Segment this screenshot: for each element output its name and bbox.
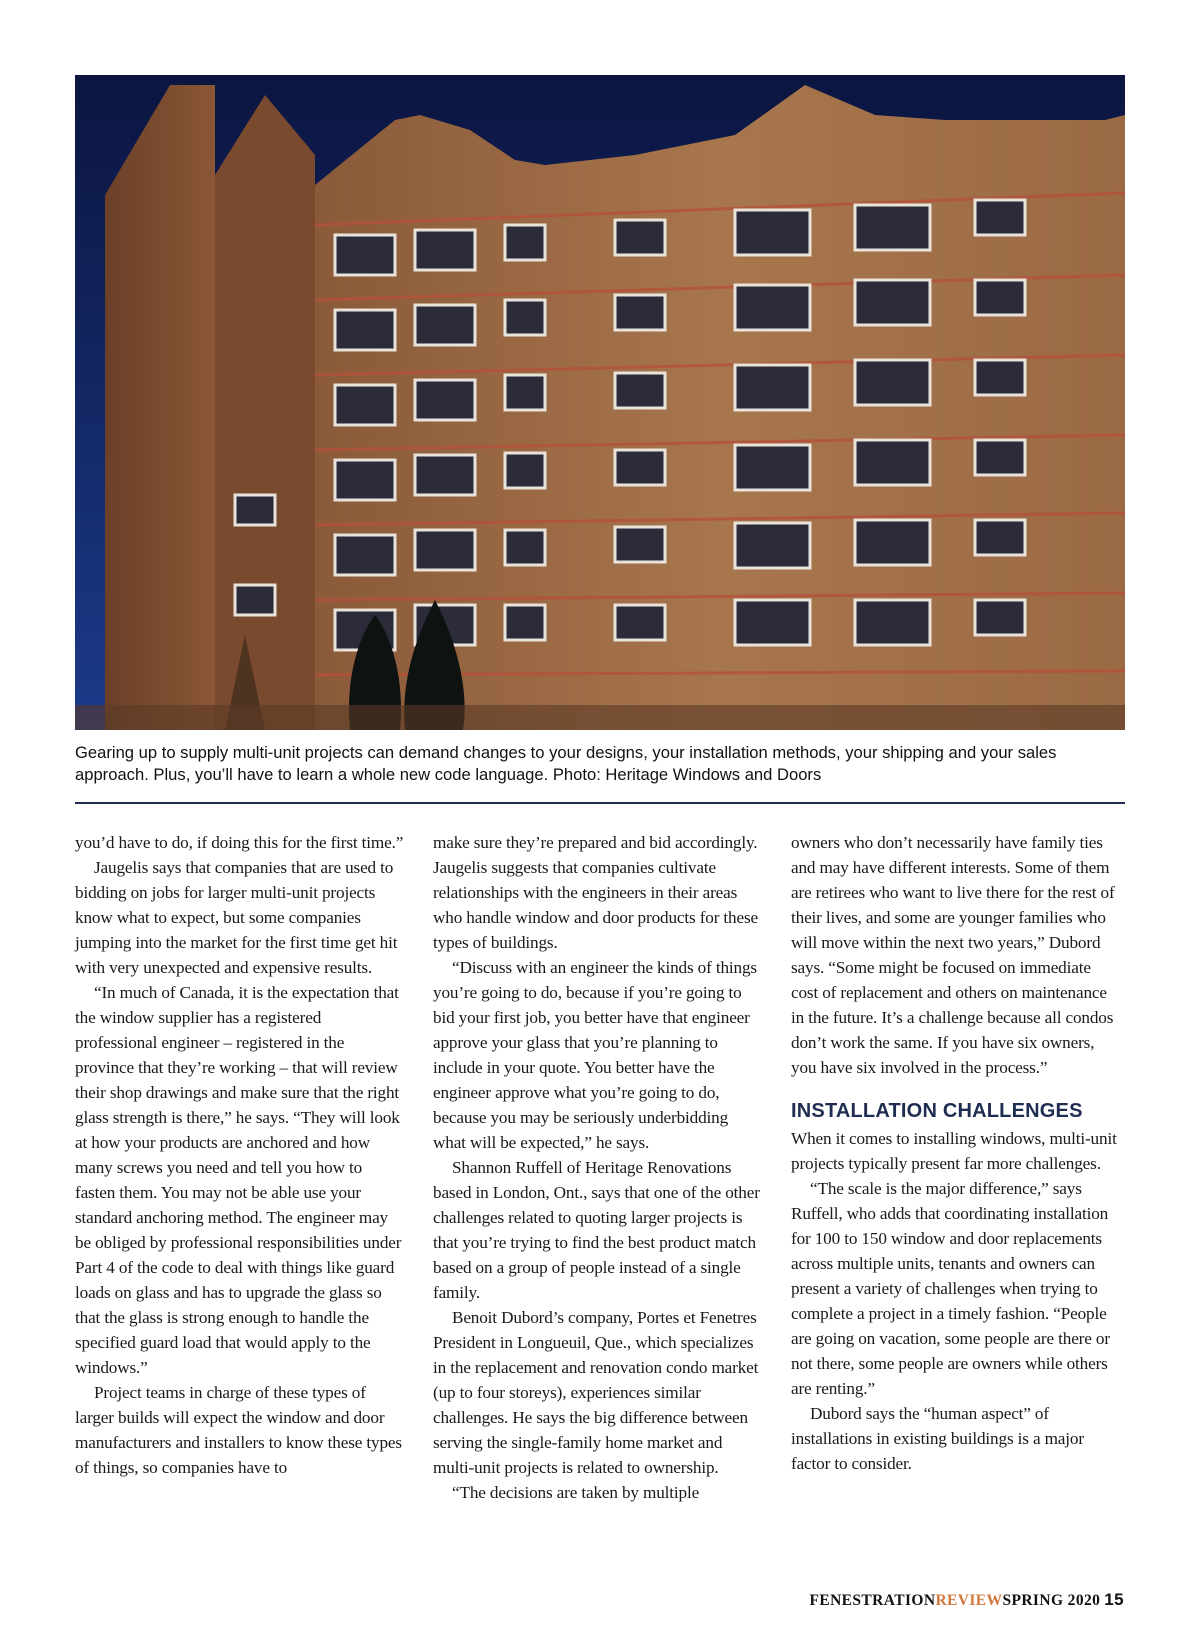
paragraph: Benoit Dubord’s company, Portes et Fenetres President in Longueuil, Que., which specializes in the replacement and renovation condo market (up to four storeys), experiences similar challenges. He says the big difference between serving the single-family home market and multi-unit projects is related to ownership. xyxy=(433,1308,759,1477)
article-column-3 xyxy=(791,830,1121,1476)
paragraph: Shannon Ruffell of Heritage Renovations based in London, Ont., says that one of the other challenges related to quoting larger projects is that you’re trying to find the best product match based on a group of people instead of a single family. xyxy=(433,1158,760,1302)
page-footer xyxy=(809,1590,1124,1610)
paragraph: Jaugelis says that companies that are used to bidding on jobs for larger multi-unit projects know what to expect, but some companies jumping into the market for the first time get hit with very unexpected and expensive results. xyxy=(75,858,398,977)
paragraph: Dubord says the “human aspect” of installations in existing buildings is a major factor to consider. xyxy=(791,1404,1084,1473)
magazine-name: FENESTRATION xyxy=(809,1592,936,1609)
article-column-1 xyxy=(75,830,405,1480)
magazine-name-accent: REVIEW xyxy=(935,1592,1003,1609)
paragraph: Project teams in charge of these types of larger builds will expect the window and door manufacturers and installers to know these types of things, so companies have to xyxy=(75,1383,402,1477)
page-number: 15 xyxy=(1104,1590,1124,1609)
article-column-2 xyxy=(433,830,763,1505)
caption-divider xyxy=(75,802,1125,804)
issue-date: SPRING 2020 xyxy=(1002,1592,1101,1609)
paragraph: you’d have to do, if doing this for the first time.” xyxy=(75,833,404,852)
section-heading: INSTALLATION CHALLENGES xyxy=(791,1100,1083,1122)
paragraph: “In much of Canada, it is the expectation that the window supplier has a registered professional engineer – registered in the province that they’re working – that will review their shop drawings and make sure that the right glass strength is there,” he says. “They will look at how your products are anchored and how many screws you need and tell you how to fasten them. You may not be able use your standard anchoring method. The engineer may be obliged by professional responsibilities under Part 4 of the code to deal with things like guard loads on glass and has to upgrade the glass so that the glass is strong enough to handle the specified guard load that would apply to the windows.” xyxy=(75,983,402,1377)
paragraph: “The decisions are taken by multiple xyxy=(452,1483,700,1502)
photo-caption: Gearing up to supply multi-unit projects can demand changes to your designs, your installation methods, your shipping and your sales approach. Plus, you’ll have to learn a whole new code language. Photo: Heritage Windows and Doors xyxy=(75,743,1057,784)
paragraph: When it comes to installing windows, multi-unit projects typically present far more challenges. xyxy=(791,1129,1117,1173)
paragraph: “Discuss with an engineer the kinds of things you’re going to do, because if you’re going to bid your first job, you better have that engineer approve your glass that you’re planning to include in your quote. You better have the engineer approve what you’re going to do, because you may be seriously underbidding what will be expected,” he says. xyxy=(433,958,757,1152)
building-photo xyxy=(75,75,1125,730)
paragraph: “The scale is the major difference,” says Ruffell, who adds that coordinating installation for 100 to 150 window and door replacements across multiple units, tenants and owners can present a variety of challenges when trying to complete a project in a timely fashion. “People are going on vacation, some people are there or not there, some people are owners while others are renting.” xyxy=(791,1179,1110,1398)
paragraph: owners who don’t necessarily have family ties and may have different interests. Some of them are retirees who want to live there for the rest of their lives, and some are younger families who will move within the next two years,” Dubord says. “Some might be focused on immediate cost of replacement and others on maintenance in the future. It’s a challenge because all condos don’t work the same. If you have six owners, you have six involved in the process.” xyxy=(791,833,1115,1077)
paragraph: make sure they’re prepared and bid accordingly. Jaugelis suggests that companies cultivate relationships with the engineers in their areas who handle window and door products for these types of buildings. xyxy=(433,833,758,952)
